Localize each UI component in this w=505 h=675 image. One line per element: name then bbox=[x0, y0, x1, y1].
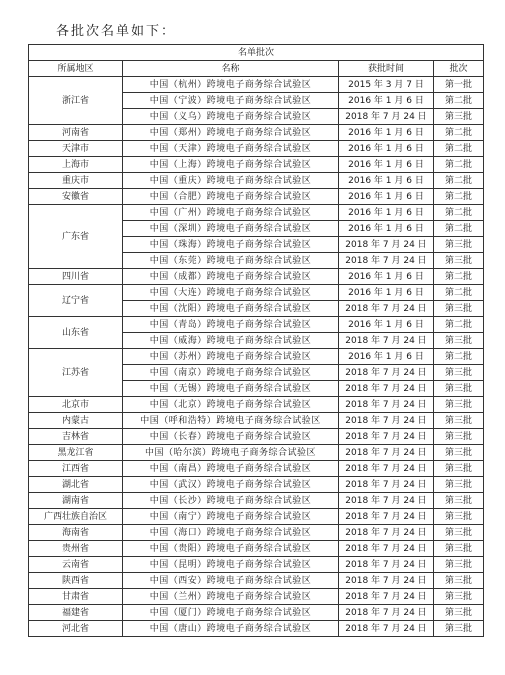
name-cell: 中国（郑州）跨境电子商务综合试验区 bbox=[123, 125, 339, 141]
region-cell: 北京市 bbox=[29, 397, 123, 413]
date-cell: 2016 年 1 月 6 日 bbox=[339, 205, 434, 221]
date-cell: 2018 年 7 月 24 日 bbox=[339, 381, 434, 397]
region-cell: 安徽省 bbox=[29, 189, 123, 205]
name-cell: 中国（武汉）跨境电子商务综合试验区 bbox=[123, 477, 339, 493]
pilot-zone-table bbox=[28, 44, 484, 637]
region-cell: 重庆市 bbox=[29, 173, 123, 189]
batch-cell: 第三批 bbox=[434, 301, 484, 317]
date-cell: 2016 年 1 月 6 日 bbox=[339, 173, 434, 189]
date-cell: 2018 年 7 月 24 日 bbox=[339, 429, 434, 445]
table-row bbox=[29, 269, 484, 285]
table-row bbox=[29, 413, 484, 429]
table-caption: 名单批次 bbox=[29, 45, 484, 61]
region-cell: 江苏省 bbox=[29, 349, 123, 397]
batch-cell: 第三批 bbox=[434, 493, 484, 509]
table-row bbox=[29, 173, 484, 189]
date-cell: 2018 年 7 月 24 日 bbox=[339, 477, 434, 493]
page-heading: 各批次名单如下： bbox=[56, 24, 177, 39]
table-row bbox=[29, 349, 484, 365]
name-cell: 中国（宁波）跨境电子商务综合试验区 bbox=[123, 93, 339, 109]
region-cell: 上海市 bbox=[29, 157, 123, 173]
region-cell: 浙江省 bbox=[29, 77, 123, 125]
name-cell: 中国（无锡）跨境电子商务综合试验区 bbox=[123, 381, 339, 397]
batch-cell: 第三批 bbox=[434, 621, 484, 637]
date-cell: 2018 年 7 月 24 日 bbox=[339, 397, 434, 413]
region-cell: 广西壮族自治区 bbox=[29, 509, 123, 525]
region-cell: 河北省 bbox=[29, 621, 123, 637]
batch-cell: 第三批 bbox=[434, 541, 484, 557]
name-cell: 中国（厦门）跨境电子商务综合试验区 bbox=[123, 605, 339, 621]
column-header-batch: 批次 bbox=[434, 61, 484, 77]
table-row bbox=[29, 525, 484, 541]
name-cell: 中国（北京）跨境电子商务综合试验区 bbox=[123, 397, 339, 413]
batch-cell: 第三批 bbox=[434, 573, 484, 589]
batch-cell: 第三批 bbox=[434, 397, 484, 413]
batch-cell: 第三批 bbox=[434, 365, 484, 381]
batch-cell: 第三批 bbox=[434, 333, 484, 349]
date-cell: 2018 年 7 月 24 日 bbox=[339, 461, 434, 477]
date-cell: 2016 年 1 月 6 日 bbox=[339, 189, 434, 205]
batch-cell: 第二批 bbox=[434, 125, 484, 141]
name-cell: 中国（上海）跨境电子商务综合试验区 bbox=[123, 157, 339, 173]
date-cell: 2018 年 7 月 24 日 bbox=[339, 365, 434, 381]
table-row bbox=[29, 573, 484, 589]
region-cell: 福建省 bbox=[29, 605, 123, 621]
date-cell: 2018 年 7 月 24 日 bbox=[339, 301, 434, 317]
region-cell: 四川省 bbox=[29, 269, 123, 285]
date-cell: 2016 年 1 月 6 日 bbox=[339, 221, 434, 237]
batch-cell: 第三批 bbox=[434, 413, 484, 429]
batch-cell: 第三批 bbox=[434, 253, 484, 269]
table-row bbox=[29, 285, 484, 301]
date-cell: 2016 年 1 月 6 日 bbox=[339, 285, 434, 301]
name-cell: 中国（威海）跨境电子商务综合试验区 bbox=[123, 333, 339, 349]
date-cell: 2018 年 7 月 24 日 bbox=[339, 109, 434, 125]
name-cell: 中国（唐山）跨境电子商务综合试验区 bbox=[123, 621, 339, 637]
name-cell: 中国（苏州）跨境电子商务综合试验区 bbox=[123, 349, 339, 365]
batch-cell: 第三批 bbox=[434, 605, 484, 621]
batch-cell: 第三批 bbox=[434, 525, 484, 541]
column-header-region: 所属地区 bbox=[29, 61, 123, 77]
region-cell: 湖南省 bbox=[29, 493, 123, 509]
batch-cell: 第二批 bbox=[434, 349, 484, 365]
name-cell: 中国（沈阳）跨境电子商务综合试验区 bbox=[123, 301, 339, 317]
date-cell: 2016 年 1 月 6 日 bbox=[339, 269, 434, 285]
name-cell: 中国（南昌）跨境电子商务综合试验区 bbox=[123, 461, 339, 477]
name-cell: 中国（义乌）跨境电子商务综合试验区 bbox=[123, 109, 339, 125]
table-row bbox=[29, 157, 484, 173]
batch-cell: 第二批 bbox=[434, 317, 484, 333]
date-cell: 2018 年 7 月 24 日 bbox=[339, 413, 434, 429]
name-cell: 中国（海口）跨境电子商务综合试验区 bbox=[123, 525, 339, 541]
batch-cell: 第二批 bbox=[434, 141, 484, 157]
region-cell: 陕西省 bbox=[29, 573, 123, 589]
region-cell: 河南省 bbox=[29, 125, 123, 141]
table-row bbox=[29, 589, 484, 605]
batch-cell: 第二批 bbox=[434, 221, 484, 237]
region-cell: 内蒙古 bbox=[29, 413, 123, 429]
batch-cell: 第三批 bbox=[434, 557, 484, 573]
date-cell: 2016 年 1 月 6 日 bbox=[339, 317, 434, 333]
name-cell: 中国（西安）跨境电子商务综合试验区 bbox=[123, 573, 339, 589]
name-cell: 中国（兰州）跨境电子商务综合试验区 bbox=[123, 589, 339, 605]
region-cell: 江西省 bbox=[29, 461, 123, 477]
table-row bbox=[29, 605, 484, 621]
region-cell: 山东省 bbox=[29, 317, 123, 349]
column-header-name: 名称 bbox=[123, 61, 339, 77]
name-cell: 中国（贵阳）跨境电子商务综合试验区 bbox=[123, 541, 339, 557]
name-cell: 中国（成都）跨境电子商务综合试验区 bbox=[123, 269, 339, 285]
batch-cell: 第一批 bbox=[434, 77, 484, 93]
table-row bbox=[29, 621, 484, 637]
name-cell: 中国（重庆）跨境电子商务综合试验区 bbox=[123, 173, 339, 189]
name-cell: 中国（长春）跨境电子商务综合试验区 bbox=[123, 429, 339, 445]
column-header-date: 获批时间 bbox=[339, 61, 434, 77]
name-cell: 中国（合肥）跨境电子商务综合试验区 bbox=[123, 189, 339, 205]
table-row bbox=[29, 493, 484, 509]
table-row bbox=[29, 189, 484, 205]
batch-cell: 第三批 bbox=[434, 509, 484, 525]
batch-cell: 第三批 bbox=[434, 381, 484, 397]
name-cell: 中国（广州）跨境电子商务综合试验区 bbox=[123, 205, 339, 221]
table-row bbox=[29, 557, 484, 573]
name-cell: 中国（长沙）跨境电子商务综合试验区 bbox=[123, 493, 339, 509]
name-cell: 中国（东莞）跨境电子商务综合试验区 bbox=[123, 253, 339, 269]
batch-cell: 第三批 bbox=[434, 477, 484, 493]
name-cell: 中国（大连）跨境电子商务综合试验区 bbox=[123, 285, 339, 301]
batch-cell: 第三批 bbox=[434, 429, 484, 445]
table-row bbox=[29, 477, 484, 493]
region-cell: 海南省 bbox=[29, 525, 123, 541]
date-cell: 2018 年 7 月 24 日 bbox=[339, 573, 434, 589]
batch-cell: 第二批 bbox=[434, 269, 484, 285]
region-cell: 湖北省 bbox=[29, 477, 123, 493]
name-cell: 中国（天津）跨境电子商务综合试验区 bbox=[123, 141, 339, 157]
name-cell: 中国（呼和浩特）跨境电子商务综合试验区 bbox=[123, 413, 339, 429]
date-cell: 2016 年 1 月 6 日 bbox=[339, 349, 434, 365]
name-cell: 中国（杭州）跨境电子商务综合试验区 bbox=[123, 77, 339, 93]
batch-cell: 第二批 bbox=[434, 285, 484, 301]
table-row bbox=[29, 205, 484, 221]
date-cell: 2018 年 7 月 24 日 bbox=[339, 445, 434, 461]
date-cell: 2018 年 7 月 24 日 bbox=[339, 621, 434, 637]
date-cell: 2018 年 7 月 24 日 bbox=[339, 541, 434, 557]
region-cell: 黑龙江省 bbox=[29, 445, 123, 461]
date-cell: 2018 年 7 月 24 日 bbox=[339, 253, 434, 269]
date-cell: 2018 年 7 月 24 日 bbox=[339, 557, 434, 573]
date-cell: 2016 年 1 月 6 日 bbox=[339, 93, 434, 109]
date-cell: 2018 年 7 月 24 日 bbox=[339, 509, 434, 525]
region-cell: 贵州省 bbox=[29, 541, 123, 557]
date-cell: 2016 年 1 月 6 日 bbox=[339, 157, 434, 173]
table-header-row bbox=[29, 61, 484, 77]
table-caption-row bbox=[29, 45, 484, 61]
batch-cell: 第二批 bbox=[434, 157, 484, 173]
table-row bbox=[29, 429, 484, 445]
batch-cell: 第三批 bbox=[434, 461, 484, 477]
region-cell: 甘肃省 bbox=[29, 589, 123, 605]
region-cell: 吉林省 bbox=[29, 429, 123, 445]
date-cell: 2018 年 7 月 24 日 bbox=[339, 237, 434, 253]
table-row bbox=[29, 77, 484, 93]
table-row bbox=[29, 541, 484, 557]
batch-cell: 第二批 bbox=[434, 173, 484, 189]
table-row bbox=[29, 125, 484, 141]
region-cell: 云南省 bbox=[29, 557, 123, 573]
date-cell: 2018 年 7 月 24 日 bbox=[339, 589, 434, 605]
batch-cell: 第三批 bbox=[434, 445, 484, 461]
name-cell: 中国（南宁）跨境电子商务综合试验区 bbox=[123, 509, 339, 525]
date-cell: 2018 年 7 月 24 日 bbox=[339, 333, 434, 349]
date-cell: 2018 年 7 月 24 日 bbox=[339, 493, 434, 509]
region-cell: 广东省 bbox=[29, 205, 123, 269]
table-row bbox=[29, 397, 484, 413]
table-body bbox=[29, 77, 484, 637]
date-cell: 2016 年 1 月 6 日 bbox=[339, 125, 434, 141]
date-cell: 2015 年 3 月 7 日 bbox=[339, 77, 434, 93]
name-cell: 中国（珠海）跨境电子商务综合试验区 bbox=[123, 237, 339, 253]
table-row bbox=[29, 317, 484, 333]
table-row bbox=[29, 509, 484, 525]
batch-cell: 第二批 bbox=[434, 189, 484, 205]
table-row bbox=[29, 141, 484, 157]
batch-cell: 第二批 bbox=[434, 205, 484, 221]
date-cell: 2016 年 1 月 6 日 bbox=[339, 141, 434, 157]
name-cell: 中国（深圳）跨境电子商务综合试验区 bbox=[123, 221, 339, 237]
batch-cell: 第三批 bbox=[434, 237, 484, 253]
region-cell: 辽宁省 bbox=[29, 285, 123, 317]
date-cell: 2018 年 7 月 24 日 bbox=[339, 605, 434, 621]
name-cell: 中国（昆明）跨境电子商务综合试验区 bbox=[123, 557, 339, 573]
region-cell: 天津市 bbox=[29, 141, 123, 157]
table-row bbox=[29, 445, 484, 461]
name-cell: 中国（青岛）跨境电子商务综合试验区 bbox=[123, 317, 339, 333]
table-row bbox=[29, 461, 484, 477]
name-cell: 中国（哈尔滨）跨境电子商务综合试验区 bbox=[123, 445, 339, 461]
batch-cell: 第三批 bbox=[434, 109, 484, 125]
batch-cell: 第二批 bbox=[434, 93, 484, 109]
date-cell: 2018 年 7 月 24 日 bbox=[339, 525, 434, 541]
batch-cell: 第三批 bbox=[434, 589, 484, 605]
name-cell: 中国（南京）跨境电子商务综合试验区 bbox=[123, 365, 339, 381]
